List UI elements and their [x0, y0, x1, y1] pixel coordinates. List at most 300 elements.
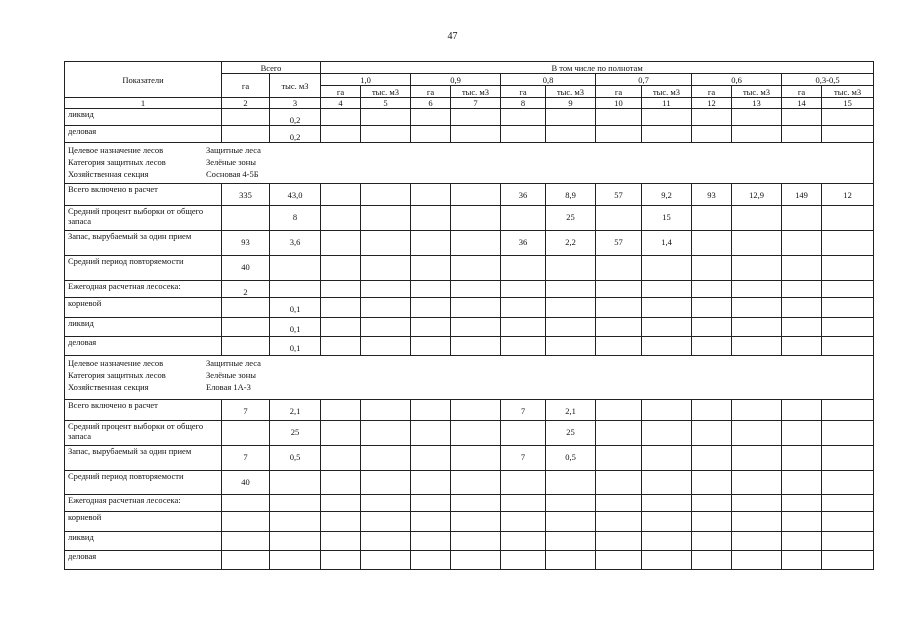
table-cell — [546, 532, 596, 551]
column-number: 7 — [451, 98, 501, 109]
table-cell: 0,1 — [270, 337, 321, 356]
row-label: Средний период повторяемости — [65, 471, 222, 495]
table-cell — [411, 281, 451, 298]
table-row — [65, 231, 874, 256]
table-cell — [361, 337, 411, 356]
table-cell — [782, 231, 822, 256]
table-cell — [361, 551, 411, 570]
table-cell — [732, 551, 782, 570]
meta-line — [68, 381, 870, 393]
table-cell: 0,2 — [270, 126, 321, 143]
row-label: Средний период повторяемости — [65, 256, 222, 281]
table-row — [65, 126, 874, 143]
table-cell: 25 — [546, 206, 596, 231]
table-cell — [321, 256, 361, 281]
table-cell: 9,2 — [642, 184, 692, 206]
section-meta-row — [65, 356, 874, 400]
table-cell — [732, 400, 782, 421]
column-number: 12 — [692, 98, 732, 109]
header-density: 0,9 — [411, 74, 501, 86]
table-cell — [222, 318, 270, 337]
table-cell — [270, 551, 321, 570]
table-cell — [451, 126, 501, 143]
table-cell — [451, 206, 501, 231]
column-number: 15 — [822, 98, 874, 109]
meta-line — [68, 168, 870, 180]
table-cell — [642, 109, 692, 126]
table-cell — [501, 318, 546, 337]
table-cell — [822, 551, 874, 570]
header-unit-tm3: тыс. м3 — [451, 86, 501, 98]
table-cell — [692, 446, 732, 471]
table-cell: 7 — [222, 400, 270, 421]
table-cell — [451, 495, 501, 512]
table-cell — [782, 109, 822, 126]
table-cell — [822, 471, 874, 495]
row-label: Запас, вырубаемый за один прием — [65, 231, 222, 256]
table-cell — [782, 532, 822, 551]
table-cell — [822, 109, 874, 126]
section-meta — [65, 143, 874, 184]
table-cell — [411, 318, 451, 337]
section-meta — [65, 356, 874, 400]
table-cell — [222, 421, 270, 446]
table-cell — [596, 126, 642, 143]
table-cell — [596, 532, 642, 551]
table-cell — [361, 206, 411, 231]
table-cell — [642, 532, 692, 551]
column-number: 5 — [361, 98, 411, 109]
table-cell — [451, 281, 501, 298]
table-cell — [321, 471, 361, 495]
header-total-ha: га — [222, 74, 270, 98]
table-cell — [692, 126, 732, 143]
section-meta-row — [65, 143, 874, 184]
table-cell — [361, 446, 411, 471]
row-label: Ежегодная расчетная лесосека: — [65, 281, 222, 298]
table-cell — [321, 231, 361, 256]
table-cell — [321, 532, 361, 551]
table-cell — [732, 446, 782, 471]
table-cell — [732, 206, 782, 231]
table-cell — [822, 532, 874, 551]
table-cell — [222, 298, 270, 318]
table-cell — [361, 109, 411, 126]
table-cell — [732, 231, 782, 256]
table-cell — [451, 109, 501, 126]
header-density: 1,0 — [321, 74, 411, 86]
table-cell — [822, 206, 874, 231]
table-cell — [411, 446, 451, 471]
table-cell — [451, 318, 501, 337]
table-cell: 1,4 — [642, 231, 692, 256]
table-row — [65, 551, 874, 570]
header-unit-ha: га — [782, 86, 822, 98]
meta-value: Защитные леса — [206, 145, 261, 155]
table-cell — [596, 400, 642, 421]
table-cell — [782, 512, 822, 532]
column-number: 10 — [596, 98, 642, 109]
column-number: 13 — [732, 98, 782, 109]
header-unit-tm3: тыс. м3 — [732, 86, 782, 98]
table-cell: 25 — [270, 421, 321, 446]
table-cell — [782, 400, 822, 421]
table-cell — [546, 109, 596, 126]
table-cell — [270, 495, 321, 512]
table-cell — [596, 109, 642, 126]
table-cell — [732, 421, 782, 446]
table-cell — [270, 532, 321, 551]
table-cell — [546, 551, 596, 570]
table-cell: 7 — [222, 446, 270, 471]
table-cell — [321, 206, 361, 231]
table-cell — [321, 446, 361, 471]
meta-value: Еловая 1А-3 — [206, 382, 251, 392]
row-label: деловая — [65, 337, 222, 356]
table-cell — [222, 551, 270, 570]
table-cell — [361, 184, 411, 206]
table-cell — [361, 400, 411, 421]
table-cell — [361, 532, 411, 551]
meta-value: Сосновая 4-5Б — [206, 169, 259, 179]
table-cell: 0,1 — [270, 298, 321, 318]
table-cell — [692, 298, 732, 318]
table-cell — [642, 446, 692, 471]
column-number: 1 — [65, 98, 222, 109]
table-cell: 25 — [546, 421, 596, 446]
header-total-tm3: тыс. м3 — [270, 74, 321, 98]
table-cell — [782, 471, 822, 495]
table-cell — [642, 256, 692, 281]
header-density: 0,8 — [501, 74, 596, 86]
meta-value: Защитные леса — [206, 358, 261, 368]
column-number: 3 — [270, 98, 321, 109]
table-cell — [501, 512, 546, 532]
table-cell — [642, 281, 692, 298]
table-cell — [732, 126, 782, 143]
meta-line — [68, 369, 870, 381]
table-cell — [501, 206, 546, 231]
table-row — [65, 400, 874, 421]
column-number: 11 — [642, 98, 692, 109]
table-cell: 8,9 — [546, 184, 596, 206]
table-cell — [642, 298, 692, 318]
header-density: 0,6 — [692, 74, 782, 86]
table-cell: 93 — [692, 184, 732, 206]
table-cell — [596, 256, 642, 281]
table-row — [65, 109, 874, 126]
header-unit-tm3: тыс. м3 — [546, 86, 596, 98]
table-row — [65, 512, 874, 532]
table-cell — [692, 551, 732, 570]
table-cell — [642, 551, 692, 570]
table-cell — [222, 126, 270, 143]
table-row — [65, 337, 874, 356]
table-cell — [822, 446, 874, 471]
meta-key: Целевое назначение лесов — [68, 358, 164, 368]
table-cell — [782, 421, 822, 446]
table-cell — [361, 318, 411, 337]
table-cell: 335 — [222, 184, 270, 206]
table-cell: 2,2 — [546, 231, 596, 256]
table-cell — [361, 421, 411, 446]
table-cell — [270, 281, 321, 298]
table-cell — [270, 256, 321, 281]
table-cell — [732, 281, 782, 298]
table-cell — [411, 400, 451, 421]
meta-line — [68, 357, 870, 369]
header-density: 0,7 — [596, 74, 692, 86]
table-cell: 40 — [222, 256, 270, 281]
table-cell — [451, 421, 501, 446]
table-cell: 36 — [501, 184, 546, 206]
table-cell — [546, 318, 596, 337]
table-cell — [321, 337, 361, 356]
table-cell — [361, 495, 411, 512]
table-cell: 57 — [596, 184, 642, 206]
table-cell — [782, 337, 822, 356]
table-cell — [782, 446, 822, 471]
table-cell — [596, 446, 642, 471]
table-cell — [822, 298, 874, 318]
table-cell — [782, 318, 822, 337]
meta-value: Зелёные зоны — [206, 370, 257, 380]
table-cell — [222, 512, 270, 532]
table-cell — [501, 495, 546, 512]
table-cell — [692, 109, 732, 126]
table-cell: 2 — [222, 281, 270, 298]
meta-value: Зелёные зоны — [206, 157, 257, 167]
table-cell — [596, 281, 642, 298]
table-cell — [501, 532, 546, 551]
table-cell — [642, 471, 692, 495]
table-cell — [411, 126, 451, 143]
column-number: 9 — [546, 98, 596, 109]
table-cell — [321, 495, 361, 512]
table-cell — [321, 512, 361, 532]
table-cell — [596, 471, 642, 495]
header-total: Всего — [222, 62, 321, 74]
table-cell — [451, 471, 501, 495]
table-cell — [451, 400, 501, 421]
table-cell — [642, 337, 692, 356]
table-cell: 2,1 — [546, 400, 596, 421]
table-cell: 7 — [501, 400, 546, 421]
table-cell — [782, 298, 822, 318]
table-cell: 7 — [501, 446, 546, 471]
meta-key: Категория защитных лесов — [68, 157, 166, 167]
row-label: ликвид — [65, 532, 222, 551]
table-cell: 2,1 — [270, 400, 321, 421]
table-cell — [822, 421, 874, 446]
table-cell — [822, 400, 874, 421]
table-cell — [361, 471, 411, 495]
meta-line — [68, 156, 870, 168]
table-cell — [411, 231, 451, 256]
table-cell — [501, 256, 546, 281]
table-cell — [822, 318, 874, 337]
row-label: деловая — [65, 126, 222, 143]
table-cell — [321, 281, 361, 298]
table-cell — [411, 532, 451, 551]
table-cell — [692, 532, 732, 551]
table-cell — [692, 337, 732, 356]
table-cell — [411, 109, 451, 126]
row-label: корневой — [65, 298, 222, 318]
table-cell — [692, 231, 732, 256]
table-cell — [642, 318, 692, 337]
table-cell — [692, 318, 732, 337]
table-cell — [546, 281, 596, 298]
table-cell — [546, 471, 596, 495]
table-cell — [361, 256, 411, 281]
table-cell — [692, 471, 732, 495]
table-cell — [361, 298, 411, 318]
table-cell — [222, 337, 270, 356]
row-label: Всего включено в расчет — [65, 400, 222, 421]
table-cell — [451, 256, 501, 281]
table-cell — [411, 495, 451, 512]
table-cell — [546, 512, 596, 532]
page-number: 47 — [447, 31, 458, 42]
table-cell — [501, 281, 546, 298]
table-cell: 93 — [222, 231, 270, 256]
table-cell — [782, 206, 822, 231]
table-cell — [782, 281, 822, 298]
table-cell — [642, 126, 692, 143]
table-cell — [692, 281, 732, 298]
table-row — [65, 184, 874, 206]
meta-line — [68, 144, 870, 156]
table-cell — [411, 551, 451, 570]
row-label: Средний процент выборки от общего запаса — [65, 206, 222, 231]
table-cell — [501, 109, 546, 126]
header-unit-ha: га — [501, 86, 546, 98]
table-row — [65, 471, 874, 495]
table-cell — [732, 471, 782, 495]
column-number: 4 — [321, 98, 361, 109]
table-cell — [782, 551, 822, 570]
table-cell: 43,0 — [270, 184, 321, 206]
table-row — [65, 206, 874, 231]
table-cell — [451, 231, 501, 256]
table-cell — [782, 256, 822, 281]
table-cell — [692, 256, 732, 281]
table-cell — [501, 337, 546, 356]
table-cell — [451, 184, 501, 206]
meta-key: Категория защитных лесов — [68, 370, 166, 380]
table-cell: 12 — [822, 184, 874, 206]
table-cell — [732, 109, 782, 126]
table-cell — [596, 337, 642, 356]
table-cell — [361, 512, 411, 532]
header-unit-tm3: тыс. м3 — [822, 86, 874, 98]
table-cell — [596, 495, 642, 512]
table-cell — [546, 337, 596, 356]
header-unit-ha: га — [692, 86, 732, 98]
table-cell — [732, 337, 782, 356]
meta-key: Целевое назначение лесов — [68, 145, 164, 155]
table-cell — [451, 532, 501, 551]
table-cell — [321, 400, 361, 421]
table-cell — [732, 495, 782, 512]
table-cell — [411, 256, 451, 281]
header-unit-ha: га — [411, 86, 451, 98]
table-cell — [822, 337, 874, 356]
table-cell — [596, 298, 642, 318]
row-label: ликвид — [65, 318, 222, 337]
table-cell — [361, 126, 411, 143]
table-cell — [270, 471, 321, 495]
table-cell — [411, 184, 451, 206]
table-cell — [321, 318, 361, 337]
table-row — [65, 495, 874, 512]
table-cell — [222, 495, 270, 512]
table-row — [65, 256, 874, 281]
header-including: В том числе по полнотам — [321, 62, 874, 74]
header-indicators: Показатели — [65, 62, 222, 98]
header-unit-tm3: тыс. м3 — [361, 86, 411, 98]
table-cell — [411, 298, 451, 318]
allowable-cut-table — [64, 61, 874, 570]
table-cell: 3,6 — [270, 231, 321, 256]
table-cell — [546, 126, 596, 143]
column-number: 2 — [222, 98, 270, 109]
table-cell — [732, 318, 782, 337]
table-cell — [411, 471, 451, 495]
table-cell — [501, 421, 546, 446]
table-cell — [451, 551, 501, 570]
table-cell — [411, 206, 451, 231]
table-cell — [732, 298, 782, 318]
table-cell — [546, 298, 596, 318]
table-cell — [642, 400, 692, 421]
meta-key: Хозяйственная секция — [68, 382, 149, 392]
table-cell — [732, 512, 782, 532]
table-cell — [642, 421, 692, 446]
row-label: Ежегодная расчетная лесосека: — [65, 495, 222, 512]
table-cell — [822, 231, 874, 256]
table-row — [65, 421, 874, 446]
table-cell: 12,9 — [732, 184, 782, 206]
table-cell — [270, 512, 321, 532]
row-label: Запас, вырубаемый за один прием — [65, 446, 222, 471]
row-label: ликвид — [65, 109, 222, 126]
table-cell — [451, 298, 501, 318]
table-cell — [361, 231, 411, 256]
header-unit-ha: га — [596, 86, 642, 98]
table-cell — [692, 400, 732, 421]
table-cell — [222, 532, 270, 551]
table-cell — [501, 126, 546, 143]
table-cell — [822, 512, 874, 532]
table-row — [65, 532, 874, 551]
table-cell — [732, 256, 782, 281]
table-cell: 0,2 — [270, 109, 321, 126]
table-cell: 8 — [270, 206, 321, 231]
table-cell — [822, 495, 874, 512]
table-cell — [692, 495, 732, 512]
table-cell — [321, 298, 361, 318]
table-cell: 57 — [596, 231, 642, 256]
table-cell — [596, 206, 642, 231]
table-cell — [822, 281, 874, 298]
table-cell — [596, 421, 642, 446]
table-cell — [321, 126, 361, 143]
table-cell — [411, 421, 451, 446]
table-cell — [451, 337, 501, 356]
table-cell — [222, 206, 270, 231]
